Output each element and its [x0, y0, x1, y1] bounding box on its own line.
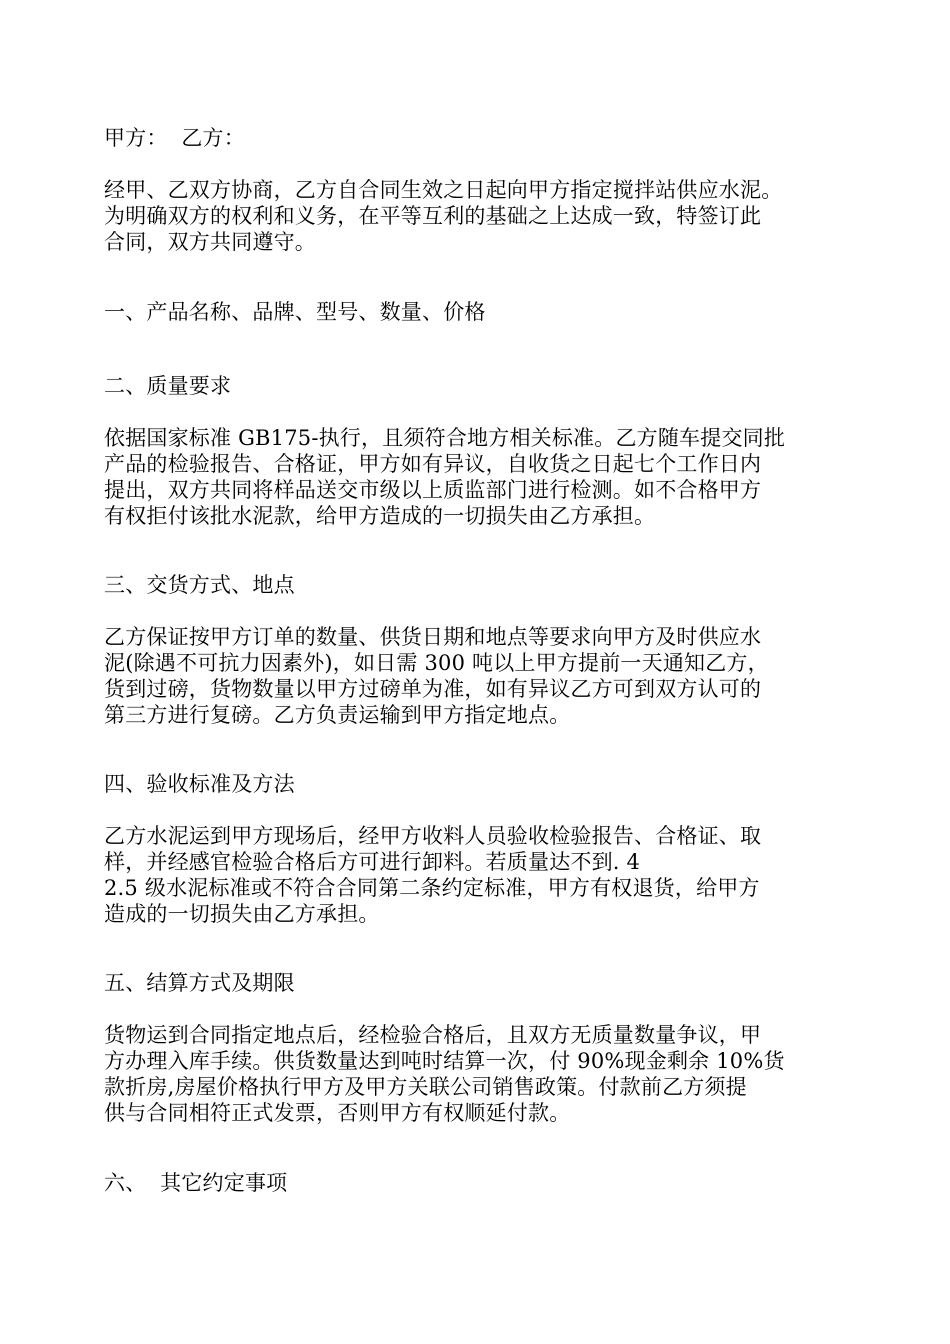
section-2-line-3: 提出，双方共同将样品送交市级以上质监部门进行检测。如不合格甲方 — [104, 478, 762, 502]
section-3-line-2: 泥(除遇不可抗力因素外)，如日需 300 吨以上甲方提前一天通知乙方， — [104, 651, 769, 675]
section-5-line-4: 供与合同相符正式发票，否则甲方有权顺延付款。 — [104, 1101, 571, 1125]
section-3-line-1: 乙方保证按甲方订单的数量、供货日期和地点等要求向甲方及时供应水 — [104, 625, 762, 649]
section-2-line-1: 依据国家标准 GB175-执行，且须符合地方相关标准。乙方随车提交同批 — [104, 426, 786, 450]
section-4-line-1: 乙方水泥运到甲方现场后，经甲方收料人员验收检验报告、合格证、取 — [104, 824, 762, 848]
section-2-line-2: 产品的检验报告、合格证，甲方如有异议，自收货之日起七个工作日内 — [104, 452, 762, 476]
intro-line-1: 经甲、乙双方协商，乙方自合同生效之日起向甲方指定搅拌站供应水泥。 — [104, 178, 783, 202]
parties-line: 甲方： 乙方： — [104, 126, 245, 150]
section-2-line-4: 有权拒付该批水泥款，给甲方造成的一切损失由乙方承担。 — [104, 504, 656, 528]
section-2-heading: 二、质量要求 — [104, 374, 232, 398]
intro-line-3: 合同，双方共同遵守。 — [104, 230, 316, 254]
section-5-line-2: 方办理入库手续。供货数量达到吨时结算一次，付 90%现金剩余 10%货 — [104, 1049, 785, 1073]
section-3-heading: 三、交货方式、地点 — [104, 573, 295, 597]
section-3-line-3: 货到过磅，货物数量以甲方过磅单为准，如有异议乙方可到双方认可的 — [104, 677, 762, 701]
section-4-line-3: 2.5 级水泥标准或不符合合同第二条约定标准，甲方有权退货，给甲方 — [104, 876, 760, 900]
section-1-heading: 一、产品名称、品牌、型号、数量、价格 — [104, 300, 486, 324]
section-5-line-3: 款折房,房屋价格执行甲方及甲方关联公司销售政策。付款前乙方须提 — [104, 1075, 747, 1099]
section-4-line-4: 造成的一切损失由乙方承担。 — [104, 902, 380, 926]
section-3-line-4: 第三方进行复磅。乙方负责运输到甲方指定地点。 — [104, 703, 571, 727]
section-5-heading: 五、结算方式及期限 — [104, 971, 295, 995]
section-4-heading: 四、验收标准及方法 — [104, 772, 295, 796]
section-5-line-1: 货物运到合同指定地点后，经检验合格后，且双方无质量数量争议，甲 — [104, 1023, 762, 1047]
section-4-line-2: 样，并经感官检验合格后方可进行卸料。若质量达不到. 4 — [104, 850, 641, 874]
intro-line-2: 为明确双方的权利和义务，在平等互利的基础之上达成一致，特签订此 — [104, 204, 762, 228]
section-6-heading: 六、 其它约定事项 — [104, 1171, 288, 1195]
